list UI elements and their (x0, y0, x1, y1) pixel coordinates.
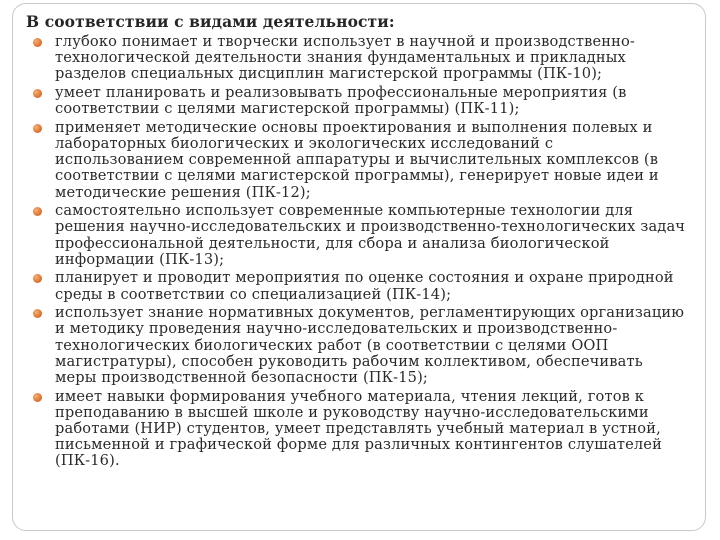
list-item-text: имеет навыки формирования учебного материала, чтения лекций, готов к преподаванию в высшей школе и руководству научно-исследовательскими работами (НИР) студентов, умеет представлять учебный материал в устной, письменной и графической форме для различных контингентов слушателей (ПК-16). (55, 387, 662, 470)
bullet-icon (33, 89, 42, 98)
list-item (26, 85, 686, 117)
list-item-text: умеет планировать и реализовывать профессиональные мероприятия (в соответствии с целями магистерской программы) (ПК-11); (55, 84, 627, 118)
list-item-text: глубоко понимает и творчески использует в научной и производственно-технологической деятельности знания фундаментальных и прикладных разделов специальных дисциплин магистерской программы (ПК-10); (55, 33, 636, 83)
bullet-icon (33, 124, 42, 133)
list-item-text: применяет методические основы проектирования и выполнения полевых и лабораторных биологических и экологических исследований с использованием современной аппаратуры и вычислительных комплексов (в соответствии с целями магистерской программы), генерирует новые идеи и методические решения (ПК-12); (55, 118, 659, 201)
bullet-icon (33, 393, 42, 402)
bullet-icon (33, 38, 42, 47)
list-item (26, 34, 686, 83)
list-item (26, 389, 686, 470)
list-item (26, 120, 686, 201)
slide-content (26, 12, 686, 472)
competency-list (26, 34, 686, 470)
bullet-icon (33, 309, 42, 318)
bullet-icon (33, 207, 42, 216)
list-item-text: самостоятельно использует современные компьютерные технологии для решения научно-исследовательских и производственно-технологических задач профессиональной деятельности, для сбора и анализа биологической информации (ПК-13); (55, 202, 686, 268)
list-item (26, 270, 686, 302)
bullet-icon (33, 274, 42, 283)
list-item-text: планирует и проводит мероприятия по оценке состояния и охране природной среды в соответствии со специализацией (ПК-14); (55, 269, 674, 303)
list-item (26, 305, 686, 386)
slide-heading: В соответствии с видами деятельности: (26, 12, 395, 31)
list-item-text: использует знание нормативных документов, регламентирующих организацию и методику проведения научно-исследовательских и производственно-технологических биологических работ (в соответствии с целями ООП магистратуры), способен руководить рабочим коллективом, обеспечивать меры производственной безопасности (ПК-15); (55, 304, 685, 387)
list-item (26, 203, 686, 268)
